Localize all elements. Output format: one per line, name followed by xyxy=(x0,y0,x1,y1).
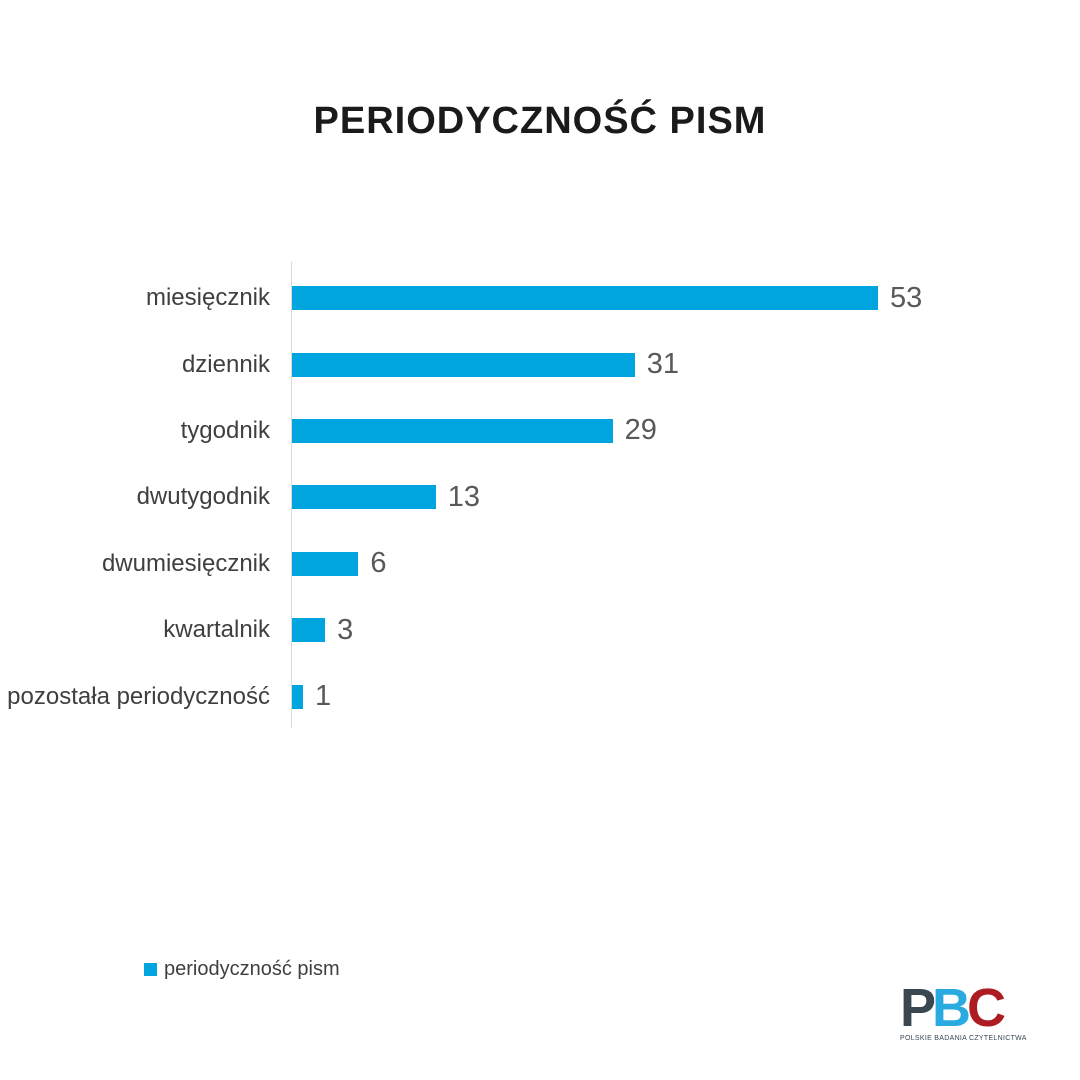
value-label: 13 xyxy=(447,480,480,513)
legend xyxy=(144,958,340,981)
logo-letter-b: B xyxy=(932,978,968,1038)
category-label: miesięcznik xyxy=(145,284,270,312)
pbc-logo-tagline: POLSKIE BADANIA CZYTELNICTWA xyxy=(900,1034,1027,1042)
chart-row xyxy=(0,265,1080,331)
category-label: dwutygodnik xyxy=(136,483,270,511)
chart-row xyxy=(0,464,1080,530)
bar-area xyxy=(292,282,1080,315)
category-label: tygodnik xyxy=(180,416,270,444)
bar-area xyxy=(292,547,1080,580)
bar xyxy=(292,552,358,576)
bar-area xyxy=(292,348,1080,381)
logo-letter-c: C xyxy=(967,978,1003,1038)
category-label: dwumiesięcznik xyxy=(101,549,270,577)
bar-chart xyxy=(0,265,1080,730)
bar xyxy=(292,419,613,443)
value-label: 31 xyxy=(646,348,680,381)
legend-swatch-icon xyxy=(144,963,157,976)
category-label: dziennik xyxy=(181,350,270,378)
chart-title: PERIODYCZNOŚĆ PISM xyxy=(313,100,767,142)
bar xyxy=(292,618,325,642)
category-label: pozostała periodyczność xyxy=(7,682,270,710)
chart-row xyxy=(0,331,1080,397)
bar-area xyxy=(292,614,1080,647)
value-label: 1 xyxy=(315,680,332,713)
value-label: 53 xyxy=(890,281,923,314)
value-label: 3 xyxy=(337,613,354,646)
bar-area xyxy=(292,680,1080,713)
chart-row xyxy=(0,398,1080,464)
value-label: 6 xyxy=(370,547,387,580)
bar-area xyxy=(292,414,1080,447)
logo-letter-p: P xyxy=(900,978,933,1038)
bar xyxy=(292,353,635,377)
bar-area xyxy=(292,481,1080,514)
chart-row xyxy=(0,531,1080,597)
chart-row xyxy=(0,597,1080,663)
category-label: kwartalnik xyxy=(163,616,270,644)
legend-label: periodyczność pism xyxy=(164,958,340,980)
chart-row xyxy=(0,663,1080,729)
bar xyxy=(292,685,303,709)
pbc-logo xyxy=(900,978,1050,1042)
bar xyxy=(292,286,878,310)
value-label: 29 xyxy=(624,414,657,447)
bar xyxy=(292,485,436,509)
